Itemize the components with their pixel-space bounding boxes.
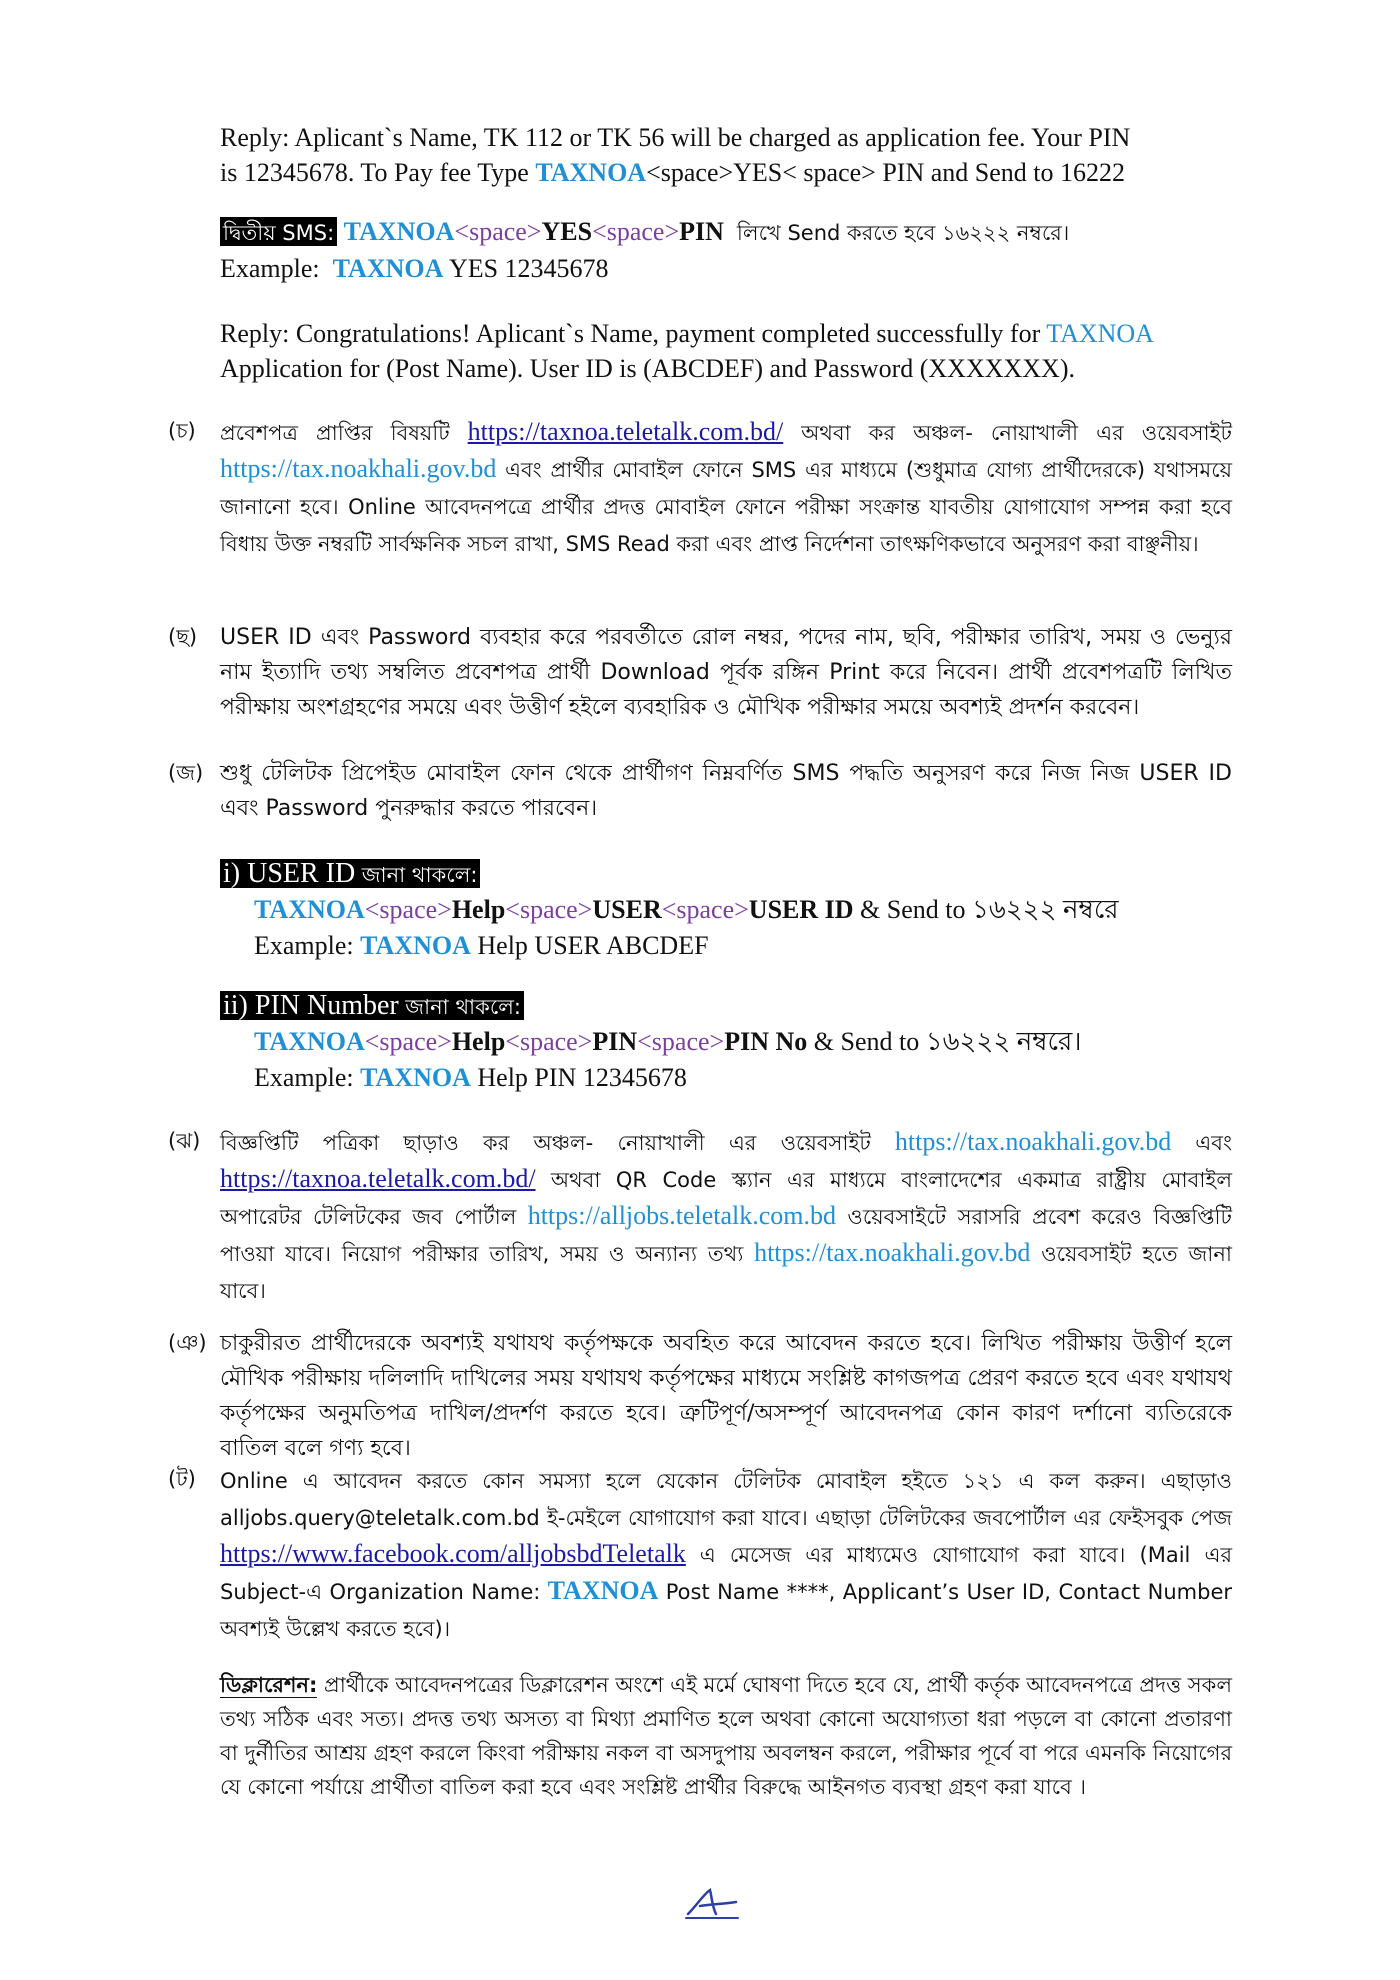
- link-alljobs-teletalk[interactable]: https://alljobs.teletalk.com.bd: [527, 1201, 837, 1230]
- link-tax-noakhali[interactable]: https://tax.noakhali.gov.bd: [894, 1127, 1172, 1156]
- taxnoa-keyword: TAXNOA: [535, 158, 647, 187]
- user-id-example: Example: TAXNOA Help USER ABCDEF: [254, 931, 709, 960]
- signature-mark: [682, 1884, 742, 1924]
- declaration-text: প্রার্থীকে আবেদনপত্রের ডিক্লারেশন অংশে এই মর্মে ঘোষণা দিতে হবে যে, প্রার্থী কর্তৃক আবেদনপত্রে প্রদত্ত সকল তথ্য সঠিক এবং সত্য। প্রদত্ত তথ্য অসত্য বা মিথ্যা প্রমাণিত হলে অথবা কোনো অযোগ্যতা ধরা পড়লে বা কোনো প্রতারণা বা দুর্নীতির আশ্রয় গ্রহণ করলে কিংবা পরীক্ষায় নকল বা অসদুপায় অবলম্বন করলে, পরীক্ষার পূর্বে বা পরে এমনকি নিয়োগের যে কোনো পর্যায়ে প্রার্থীতা বাতিল করা হবে এবং সংশ্লিষ্ট প্রার্থীর বিরুদ্ধে আইনগত ব্যবস্থা গ্রহণ করা যাবে ।: [220, 1673, 1232, 1799]
- taxnoa-keyword: TAXNOA: [1046, 319, 1154, 348]
- reply-1: [220, 120, 1232, 190]
- item-label-chha: (ছ): [168, 625, 198, 649]
- item-cha: প্রবেশপত্র প্রাপ্তির বিষয়টি https://taxnoa.teletalk.com.bd/ অথবা কর অঞ্চল- নোয়াখালী এর ওয়েবসাইট https://tax.noakhali.gov.bd এবং প্রার্থীর মোবাইল ফোনে SMS এর মাধ্যমে (শুধুমাত্র যোগ্য প্রার্থীদেরকে) যথাসময়ে জানানো হবে। Online আবেদনপত্রে প্রার্থীর প্রদত্ত মোবাইল ফোনে পরীক্ষা সংক্রান্ত যাবতীয় যোগাযোগ সম্পন্ন করা হবে বিধায় উক্ত নম্বরটি সার্বক্ষনিক সচল রাখা, SMS Read করা এবং প্রাপ্ত নির্দেশনা তাৎক্ষণিকভাবে অনুসরণ করা বাঞ্ছনীয়।: [220, 417, 1233, 556]
- user-id-heading: i) USER ID জানা থাকলে:: [220, 856, 1200, 893]
- declaration: [220, 1668, 1232, 1804]
- link-taxnoa-teletalk[interactable]: https://taxnoa.teletalk.com.bd/: [220, 1164, 536, 1193]
- link-taxnoa-teletalk[interactable]: https://taxnoa.teletalk.com.bd/: [467, 417, 784, 446]
- item-ta: Online এ আবেদন করতে কোন সমস্যা হলে যেকোন টেলিটক মোবাইল হইতে ১২১ এ কল করুন। এছাড়াও alljobs.query@teletalk.com.bd ই-মেইলে যোগাযোগ করা যাবে। এছাড়া টেলিটকের জবপোর্টাল এর ফেইসবুক পেজ https://www.facebook.com/alljobsbdTeletalk এ মেসেজ এর মাধ্যমেও যোগাযোগ করা যাবে। (Mail এর Subject-এ Organization Name: TAXNOA Post Name ****, Applicant’s User ID, Contact Number অবশ্যই উল্লেখ করতে হবে)।: [220, 1469, 1233, 1641]
- link-facebook-alljobs[interactable]: https://www.facebook.com/alljobsbdTeletalk: [220, 1539, 686, 1568]
- user-id-sms-format: TAXNOA<space>Help<space>USER<space>USER ID & Send to ১৬২২২ নম্বরে: [254, 895, 1119, 924]
- item-label-ta: (ট): [168, 1467, 196, 1491]
- item-jha: বিজ্ঞপ্তিটি পত্রিকা ছাড়াও কর অঞ্চল- নোয়াখালী এর ওয়েবসাইট https://tax.noakhali.gov.bd এবং https://taxnoa.teletalk.com.bd/ অথবা QR Code স্ক্যান এর মাধ্যমে বাংলাদেশের একমাত্র রাষ্ট্রীয় মোবাইল অপারেটর টেলিটকের জব পোর্টাল https://alljobs.teletalk.com.bd ওয়েবসাইটে সরাসরি প্রবেশ করেও বিজ্ঞপ্তিটি পাওয়া যাবে। নিয়োগ পরীক্ষার তারিখ, সময় ও অন্যান্য তথ্য https://tax.noakhali.gov.bd ওয়েবসাইট হতে জানা যাবে।: [220, 1127, 1233, 1303]
- pin-number-heading: ii) PIN Number জানা থাকলে:: [220, 988, 1200, 1025]
- link-tax-noakhali[interactable]: https://tax.noakhali.gov.bd: [220, 454, 497, 483]
- reply-1-line-1: Reply: Aplicant`s Name, TK 112 or TK 56 will be charged as application fee. Your PIN: [220, 123, 1131, 152]
- taxnoa-keyword: TAXNOA: [547, 1576, 659, 1605]
- reply-1-line-2: is 12345678. To Pay fee Type TAXNOA<space>YES< space> PIN and Send to 16222: [220, 158, 1125, 187]
- item-label-ja: (জ): [168, 761, 204, 785]
- item-ja: শুধু টেলিটক প্রিপেইড মোবাইল ফোন থেকে প্রার্থীগণ নিম্নবর্ণিত SMS পদ্ধতি অনুসরণ করে নিজ নিজ USER ID এবং Password পুনরুদ্ধার করতে পারবেন।: [220, 761, 1232, 821]
- item-label-nya: (ঞ): [168, 1331, 207, 1355]
- second-sms-line: দ্বিতীয় SMS: TAXNOA<space>YES<space>PIN লিখে Send করতে হবে ১৬২২২ নম্বরে।: [220, 214, 1232, 251]
- taxnoa-keyword: TAXNOA: [343, 217, 455, 246]
- reply-2: Reply: Congratulations! Aplicant`s Name, payment completed successfully for TAXNOA Application for (Post Name). User ID is (ABCDEF) and Password (XXXXXXX).: [220, 319, 1154, 383]
- item-nya: চাকুরীরত প্রার্থীদেরকে অবশ্যই যথাযথ কর্তৃপক্ষকে অবহিত করে আবেদন করতে হবে। লিখিত পরীক্ষায় উত্তীর্ণ হলে মৌখিক পরীক্ষায় দলিলাদি দাখিলের সময় যথাযথ কর্তৃপক্ষের মাধ্যমে সংশ্লিষ্ট কাগজপত্র প্রেরণ করতে হবে এবং যথাযথ কর্তৃপক্ষের অনুমতিপত্র দাখিল/প্রদর্শণ করতে হবে। ত্রুটিপূর্ণ/অসম্পূর্ণ আবেদনপত্র কোন কারণ দর্শানো ব্যতিরেকে বাতিল বলে গণ্য হবে।: [220, 1331, 1232, 1461]
- second-sms: [220, 214, 1232, 286]
- second-sms-label: দ্বিতীয় SMS:: [220, 217, 337, 246]
- pin-example: Example: TAXNOA Help PIN 12345678: [254, 1063, 687, 1092]
- pin-sms-format: TAXNOA<space>Help<space>PIN<space>PIN No & Send to ১৬২২২ নম্বরে।: [254, 1027, 1082, 1056]
- item-chha: USER ID এবং Password ব্যবহার করে পরবর্তীতে রোল নম্বর, পদের নাম, ছবি, পরীক্ষার তারিখ, সময় ও ভেন্যুর নাম ইত্যাদি তথ্য সম্বলিত প্রবেশপত্র প্রার্থী Download পূর্বক রঙ্গিন Print করে নিবেন। প্রার্থী প্রবেশপত্রটি লিখিত পরীক্ষায় অংশগ্রহণের সময়ে এবং উত্তীর্ণ হইলে ব্যবহারিক ও মৌখিক পরীক্ষার সময়ে অবশ্যই প্রদর্শন করবেন।: [220, 625, 1232, 720]
- item-label-jha: (ঝ): [168, 1129, 201, 1153]
- link-tax-noakhali-2[interactable]: https://tax.noakhali.gov.bd: [754, 1238, 1031, 1267]
- item-label-cha: (চ): [168, 419, 196, 443]
- declaration-title: ডিক্লারেশন:: [220, 1673, 318, 1697]
- second-sms-example: Example: TAXNOA YES 12345678: [220, 254, 609, 283]
